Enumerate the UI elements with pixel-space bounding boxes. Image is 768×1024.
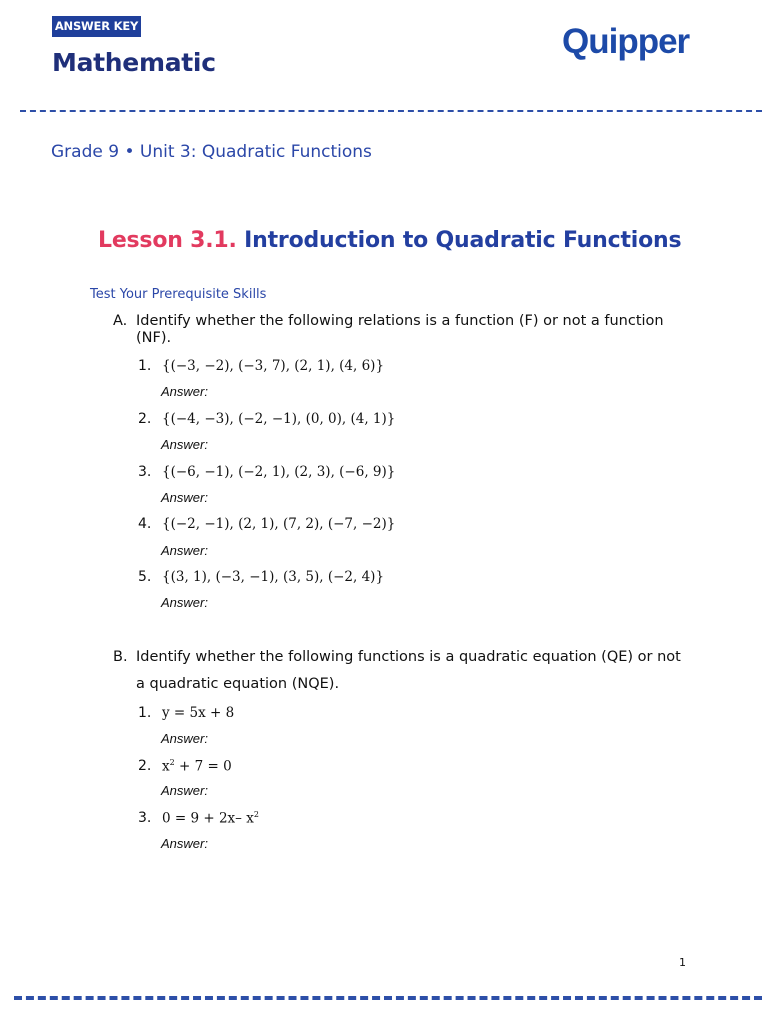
subject-title: Mathematic xyxy=(52,48,216,77)
part-a-item-number: 5. xyxy=(138,569,152,585)
part-a-item-expression: {(−4, −3), (−2, −1), (0, 0), (4, 1)} xyxy=(162,411,396,427)
part-a-instructions-line2: (NF). xyxy=(136,330,172,346)
header-divider xyxy=(20,110,762,112)
part-a-instructions-line1: Identify whether the following relations is a function (F) or not a function xyxy=(136,313,664,329)
part-b-item-expression: y = 5x + 8 xyxy=(162,705,235,721)
expression-base: 0 = 9 + 2x– x xyxy=(162,810,254,827)
answer-label: Answer: xyxy=(161,595,208,610)
answer-label: Answer: xyxy=(161,731,208,746)
part-b-item-number: 3. xyxy=(138,810,152,826)
quipper-logo: Quipper xyxy=(562,22,690,61)
page-number: 1 xyxy=(679,956,686,969)
answer-label: Answer: xyxy=(161,490,208,505)
part-b-letter: B. xyxy=(113,649,128,665)
part-a-item-number: 1. xyxy=(138,358,152,374)
lesson-heading xyxy=(98,228,681,253)
lesson-title: Introduction to Quadratic Functions xyxy=(244,228,682,253)
answer-label: Answer: xyxy=(161,384,208,399)
part-a-item-number: 3. xyxy=(138,464,152,480)
part-b-instructions-line2: a quadratic equation (NQE). xyxy=(136,676,340,692)
expression-rest: + 7 = 0 xyxy=(174,758,232,775)
part-a-item-expression: {(3, 1), (−3, −1), (3, 5), (−2, 4)} xyxy=(162,569,385,585)
exponent: 2 xyxy=(169,758,175,767)
grade-unit-label: Grade 9 • Unit 3: Quadratic Functions xyxy=(51,142,372,162)
part-b-instructions-line1: Identify whether the following functions is a quadratic equation (QE) or not xyxy=(136,649,681,665)
part-b-item-expression xyxy=(162,810,259,827)
answer-label: Answer: xyxy=(161,437,208,452)
answer-label: Answer: xyxy=(161,543,208,558)
answer-label: Answer: xyxy=(161,836,208,851)
part-a-letter: A. xyxy=(113,313,128,329)
part-b-item-number: 2. xyxy=(138,758,152,774)
answer-key-badge: ANSWER KEY xyxy=(52,16,141,37)
part-a-item-number: 2. xyxy=(138,411,152,427)
part-b-item-expression xyxy=(162,758,232,775)
exponent: 2 xyxy=(253,810,259,819)
part-a-item-number: 4. xyxy=(138,516,152,532)
expression-base: x xyxy=(162,758,170,775)
part-a-item-expression: {(−3, −2), (−3, 7), (2, 1), (4, 6)} xyxy=(162,358,385,374)
lesson-number: Lesson 3.1. xyxy=(98,228,237,253)
footer-divider xyxy=(14,996,762,1000)
section-heading: Test Your Prerequisite Skills xyxy=(90,287,267,302)
answer-label: Answer: xyxy=(161,783,208,798)
part-a-item-expression: {(−6, −1), (−2, 1), (2, 3), (−6, 9)} xyxy=(162,464,396,480)
part-a-item-expression: {(−2, −1), (2, 1), (7, 2), (−7, −2)} xyxy=(162,516,396,532)
part-b-item-number: 1. xyxy=(138,705,152,721)
